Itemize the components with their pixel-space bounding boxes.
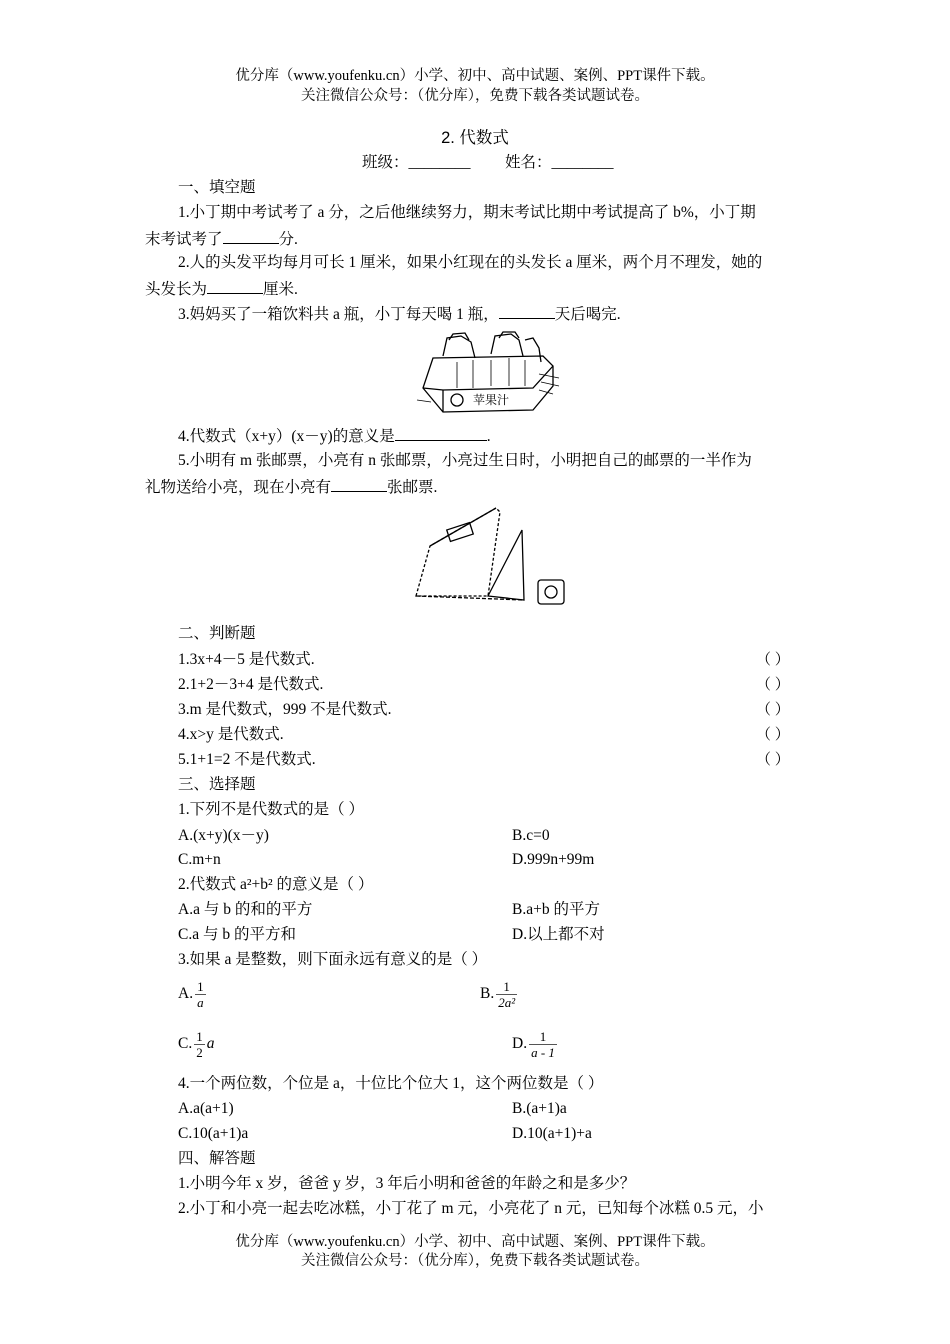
choice-q1-option-d: D.999n+99m — [512, 851, 595, 868]
judge-q3-answer-box[interactable]: （ ） — [756, 702, 790, 718]
class-field: 班级：________ — [362, 154, 471, 171]
choice-q3-option-d: D. $\frac{1}{a - 1}$ — [512, 1028, 555, 1060]
judge-q5: 5.1+1=2 不是代数式. — [178, 751, 316, 768]
fill-q4: 4.代数式（x+y）(x－y)的意义是 . — [178, 425, 491, 447]
header-line-1: 优分库（www.youfenku.cn）小学、初中、高中试题、案例、PPT课件下载。 — [235, 68, 715, 84]
fill-q2-line1: 2.人的头发平均每月可长 1 厘米，如果小红现在的头发长 a 厘米，两个月不理发，她的 — [178, 254, 763, 271]
choice-q4-option-d: D.10(a+1)+a — [512, 1125, 592, 1142]
choice-q1-option-c: C.m+n — [178, 851, 221, 868]
choice-q1-option-a: A.(x+y)(x－y) — [178, 827, 269, 844]
answer-q1: 1.小明今年 x 岁，爸爸 y 岁，3 年后小明和爸爸的年龄之和是多少？ — [178, 1175, 636, 1192]
judge-q5-answer-box[interactable]: （ ） — [756, 752, 790, 768]
choice-q4-option-b: B.(a+1)a — [512, 1100, 567, 1117]
section-2-heading: 二、判断题 — [178, 625, 256, 642]
section-3-heading: 三、选择题 — [178, 776, 256, 793]
choice-q4-option-c: C.10(a+1)a — [178, 1125, 249, 1142]
judge-q2: 2.1+2－3+4 是代数式. — [178, 676, 324, 693]
choice-q3-option-a: A. $\frac{1}{a}$ — [178, 978, 204, 1010]
answer-q2: 2.小丁和小亮一起去吃冰糕，小丁花了 m 元，小亮花了 n 元，已知每个冰糕 0.5 元，小 — [178, 1200, 764, 1217]
footer-line-1: 优分库（www.youfenku.cn）小学、初中、高中试题、案例、PPT课件下载。 — [235, 1234, 715, 1250]
stamp-illustration — [410, 500, 575, 610]
juice-label: 苹果汁 — [473, 393, 510, 407]
fill-q1-line1: 1.小丁期中考试考了 a 分，之后他继续努力，期末考试比期中考试提高了 b%，小丁期 — [178, 204, 756, 221]
choice-q3-option-c: C. $\frac{1}{2}$ a — [178, 1028, 215, 1060]
judge-q4-answer-box[interactable]: （ ） — [756, 727, 790, 743]
fill-q2-line2: 头发长为 厘米. — [145, 278, 298, 300]
section-4-heading: 四、解答题 — [178, 1150, 256, 1167]
footer-line-2: 关注微信公众号：（优分库），免费下载各类试题试卷。 — [301, 1253, 649, 1269]
judge-q1-answer-box[interactable]: （ ） — [756, 652, 790, 668]
choice-q2-stem: 2.代数式 a²+b² 的意义是（ ） — [178, 876, 374, 893]
judge-q3: 3.m 是代数式，999 不是代数式. — [178, 701, 392, 718]
header-line-2: 关注微信公众号：（优分库），免费下载各类试题试卷。 — [301, 88, 649, 104]
choice-q2-option-c: C.a 与 b 的平方和 — [178, 926, 296, 943]
choice-q1-stem: 1.下列不是代数式的是（ ） — [178, 801, 365, 818]
judge-q1: 1.3x+4－5 是代数式. — [178, 651, 315, 668]
choice-q2-option-b: B.a+b 的平方 — [512, 901, 600, 918]
choice-q4-option-a: A.a(a+1) — [178, 1100, 234, 1117]
fill-q1-line2: 末考试考了 分. — [145, 228, 298, 250]
choice-q3-stem: 3.如果 a 是整数，则下面永远有意义的是（ ） — [178, 951, 488, 968]
choice-q1-option-b: B.c=0 — [512, 827, 550, 844]
choice-q4-stem: 4.一个两位数，个位是 a，十位比个位大 1，这个两位数是（ ） — [178, 1075, 604, 1092]
fill-q5-line2: 礼物送给小亮，现在小亮有 张邮票. — [145, 476, 437, 498]
section-1-heading: 一、填空题 — [178, 179, 256, 196]
choice-q3-option-b: B. $\frac{1}{\text{2a²}}$ — [480, 978, 516, 1010]
choice-q2-option-d: D.以上都不对 — [512, 926, 605, 943]
name-field: 姓名：________ — [505, 154, 614, 171]
judge-q2-answer-box[interactable]: （ ） — [756, 677, 790, 693]
fill-q5-line1: 5.小明有 m 张邮票，小亮有 n 张邮票，小亮过生日时，小明把自己的邮票的一半作为 — [178, 452, 752, 469]
juice-box-illustration — [413, 328, 561, 418]
page-title: 2. 代数式 — [441, 129, 509, 147]
choice-q2-option-a: A.a 与 b 的和的平方 — [178, 901, 313, 918]
judge-q4: 4.x>y 是代数式. — [178, 726, 284, 743]
fill-q3: 3.妈妈买了一箱饮料共 a 瓶，小丁每天喝 1 瓶， 天后喝完. — [178, 303, 621, 325]
